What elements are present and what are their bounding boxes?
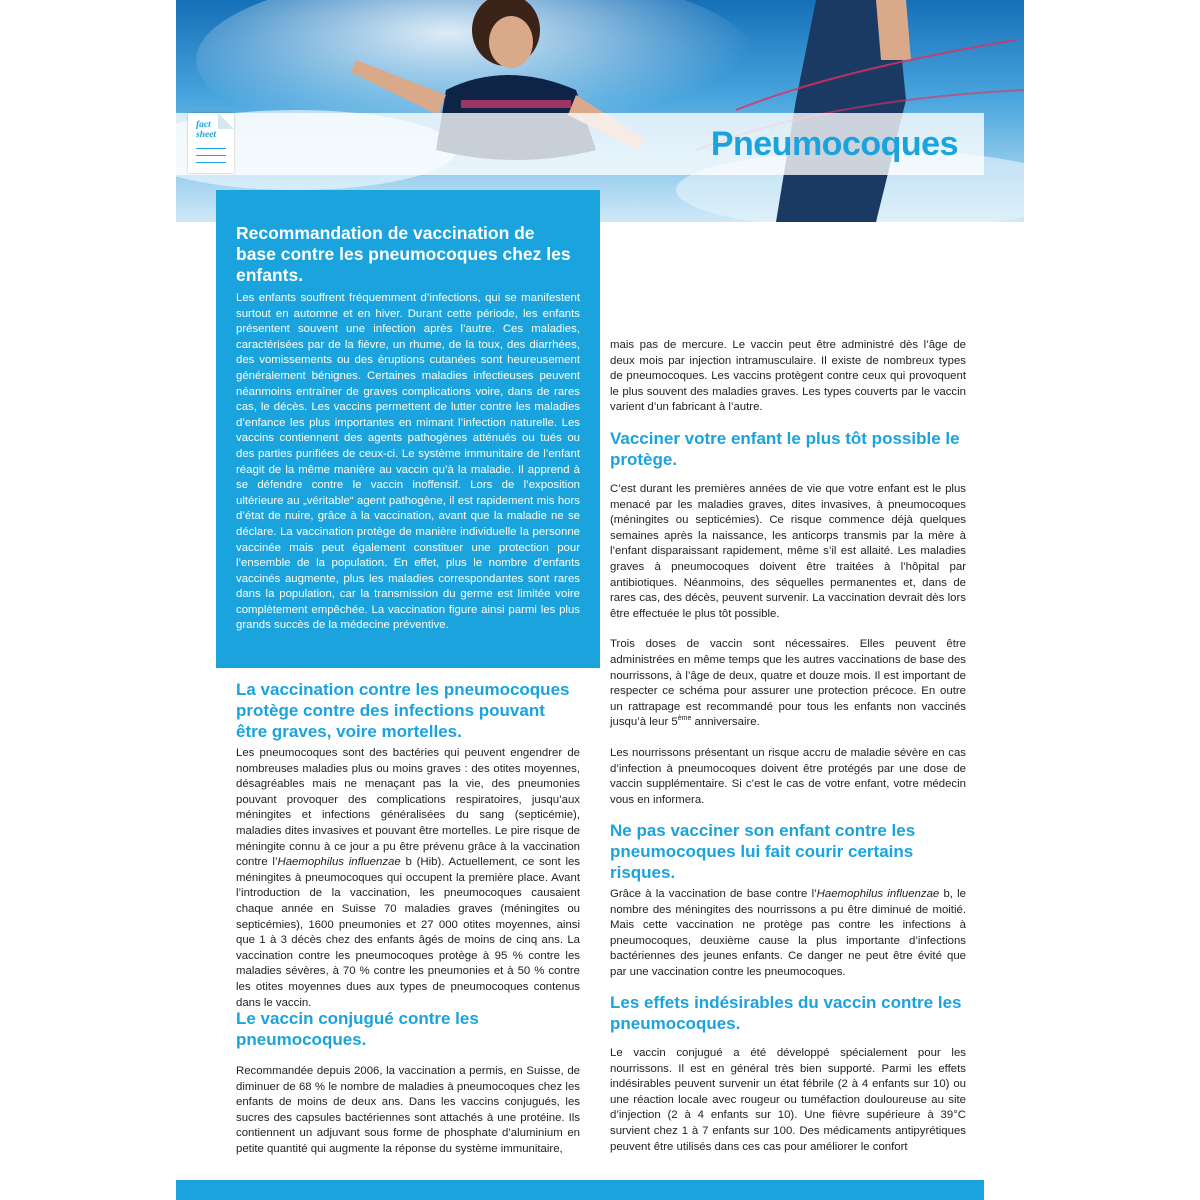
- intro-heading: Recommandation de vaccination de base contre les pneumocoques chez les enfants.: [236, 223, 571, 285]
- section-heading: La vaccination contre les pneumocoques protège contre des infections pouvant être graves, voire mortelles.: [236, 680, 570, 741]
- section-heading: Le vaccin conjugué contre les pneumocoques.: [236, 1009, 479, 1049]
- title-band: [176, 113, 984, 175]
- section-conjugate-vaccine: [236, 1008, 580, 1158]
- intro-box: [216, 190, 600, 668]
- section-heading: Vacciner votre enfant le plus tôt possible le protège.: [610, 429, 960, 469]
- italic-term: Haemophilus influenzae: [277, 856, 401, 869]
- text-run: b, le nombre des méningites des nourrissons a pu être diminué de moitié. Mais cette vaccination ne protège pas contre les infections à pneumocoques, deuxième cause la plus importante d’infections bactériennes des jeunes enfants. Ce danger ne peut être évité que par une vaccination contre les pneumocoques.: [610, 888, 966, 978]
- section-heading: Les effets indésirables du vaccin contre les pneumocoques.: [610, 993, 962, 1033]
- text-run: Grâce à la vaccination de base contre l’: [610, 888, 817, 900]
- hero-photo: [176, 0, 1024, 222]
- page-fold-icon: [218, 113, 234, 129]
- section-side-effects: [610, 992, 966, 1155]
- section-paragraph: C’est durant les premières années de vie que votre enfant est le plus menacé par les maladies graves, dites invasives, à pneumocoques (méningites ou septicémies). Ce risque commence déjà quelques semaines après la naissance, les anticorps transmis par la mère à l’enfant disparaissant rapidement, même s’il est allaité. Les maladies graves à pneumocoques doivent être traitées à l’hôpital par antibiotiques. Néanmoins, des séquelles permanentes et, dans de rares cas, des décès, peuvent survenir. La vaccination devrait dès lors être effectuée le plus tôt possible.: [610, 483, 966, 620]
- section-paragraph: [610, 887, 966, 981]
- section-protection: [236, 679, 580, 1011]
- section-vaccinate-early: [610, 428, 966, 808]
- factsheet-label: fact sheet: [196, 120, 217, 140]
- italic-term: Haemophilus influenzae: [816, 888, 940, 900]
- section-paragraph: [610, 637, 966, 731]
- section-paragraph: mais pas de mercure. Le vaccin peut être administré dès l’âge de deux mois par injection intramusculaire. Il existe de nombreux types de pneumocoques. Les vaccins protègent contre ceux qui provoquent le plus souvent des maladies graves. Les types couverts par le vaccin varient d’un fabricant à l’autre.: [610, 339, 966, 414]
- superscript: ème: [677, 715, 692, 723]
- factsheet-rule: [196, 162, 226, 163]
- factsheet-badge: [188, 113, 234, 173]
- section-risks: [610, 820, 966, 981]
- text-run: b (Hib). Actuellement, ce sont les méningites à pneumocoques qui occupent la première place. Avant l’introduction de la vaccination, les pneumocoques causaient chaque année en Suisse 70 maladies graves (méningites ou septicémies), 1600 pneumonies et 27 000 otites moyennes, ainsi que 1 à 3 décès chez des enfants âgés de moins de cinq ans. La vaccination contre les pneumocoques protège à 95 % contre les maladies sévères, à 70 % contre les pneumonies et à 50 % contre les otites moyennes dues aux types de pneumocoques contenus dans le vaccin.: [236, 856, 581, 1009]
- section-paragraph: Recommandée depuis 2006, la vaccination a permis, en Suisse, de diminuer de 68 % le nombre de maladies à pneumocoques chez les enfants de moins de deux ans. Dans les vaccins conjugués, les sucres des capsules bactériennes sont attachés à une protéine. Ils contiennent un adjuvant sous forme de phosphate d’aluminium en petite quantité qui augmente la réponse du système immunitaire,: [236, 1065, 580, 1155]
- footer-bar: [176, 1180, 984, 1200]
- text-run: anniversaire.: [691, 716, 760, 729]
- section-conjugate-vaccine-continued: [610, 338, 966, 416]
- factsheet-rule: [196, 155, 226, 156]
- section-paragraph: Les nourrissons présentant un risque accru de maladie sévère en cas d’infection à pneumocoques doivent être protégés par une dose de vaccin supplémentaire. Si c’est le cas de votre enfant, votre médecin vous en informera.: [610, 746, 966, 806]
- text-run: Les pneumocoques sont des bactéries qui peuvent engendrer de nombreuses maladies plus ou moins graves : des otites moyennes, désagréables mais ne menaçant pas la vie, des pneumonies pouvant provoquer des complications respiratoires, jusqu’aux méningites et infections généralisées du sang (septicémie), maladies dites invasives et pouvant être mortelles. Le pire risque de méningite connu à ce jour a pu être prévenu grâce à la vaccination contre l’: [236, 747, 580, 869]
- page-title: Pneumocoques: [710, 125, 958, 163]
- hero-photo-art: [176, 0, 1024, 222]
- section-paragraph: [236, 746, 580, 1011]
- intro-body: Les enfants souffrent fréquemment d’infections, qui se manifestent surtout en automne et en hiver. Durant cette période, les enfants présentent souvent une infection après l’autre. Ces maladies, caractérisées par de la fièvre, un rhume, de la toux, des diarrhées, des vomissements ou des éruptions cutanées sont heureusement généralement bénignes. Certaines maladies infectieuses peuvent néanmoins entraîner de graves complications voire, dans de rares cas, le décès. Les vaccins permettent de lutter contre les maladies d’enfance les plus importantes en mimant l’infection naturelle. Les vaccins contiennent des agents pathogènes atténués ou tués ou des parties purifiées de ceux-ci. Le système immunitaire de l’enfant réagit de la même manière au vaccin qu’à la maladie. Il apprend à se défendre contre le vaccin inoffensif. Lors de l’exposition ultérieure au „véritable“ agent pathogène, il est rapidement mis hors d’état de nuire, grâce à la vaccination, avant que la maladie ne se déclare. La vaccination protège de manière individuelle la personne vaccinée mais peut également constituer une protection pour l’ensemble de la population. En effet, plus le nombre d’enfants vaccinés augmente, plus les maladies correspondantes sont rares dans la population, car la transmission du germe est limitée voire complètement empêchée. La vaccination figure ainsi parmi les plus grands succès de la médecine préventive.: [236, 292, 580, 632]
- text-run: Trois doses de vaccin sont nécessaires. Elles peuvent être administrées en même temps que les autres vaccinations de base des nourrissons, à l’âge de deux, quatre et douze mois. Il est important de respecter ce schéma pour assurer une protection précoce. En outre un rattrapage est recommandé pour tous les enfants non vaccinés jusqu’à leur 5: [610, 638, 966, 729]
- section-heading: Ne pas vacciner son enfant contre les pneumocoques lui fait courir certains risques.: [610, 821, 916, 882]
- factsheet-rule: [196, 148, 226, 149]
- section-paragraph: Le vaccin conjugué a été développé spécialement pour les nourrissons. Il est en général très bien supporté. Parmi les effets indésirables peuvent survenir un état fébrile (2 à 4 enfants sur 10) ou une réaction locale avec rougeur ou tuméfaction douloureuse au site d’injection (2 à 4 enfants sur 10). Une fièvre supérieure à 39°C survient chez 1 à 7 enfants sur 100. Des médicaments antipyrétiques peuvent être utilisés dans ces cas pour améliorer le confort: [610, 1047, 966, 1153]
